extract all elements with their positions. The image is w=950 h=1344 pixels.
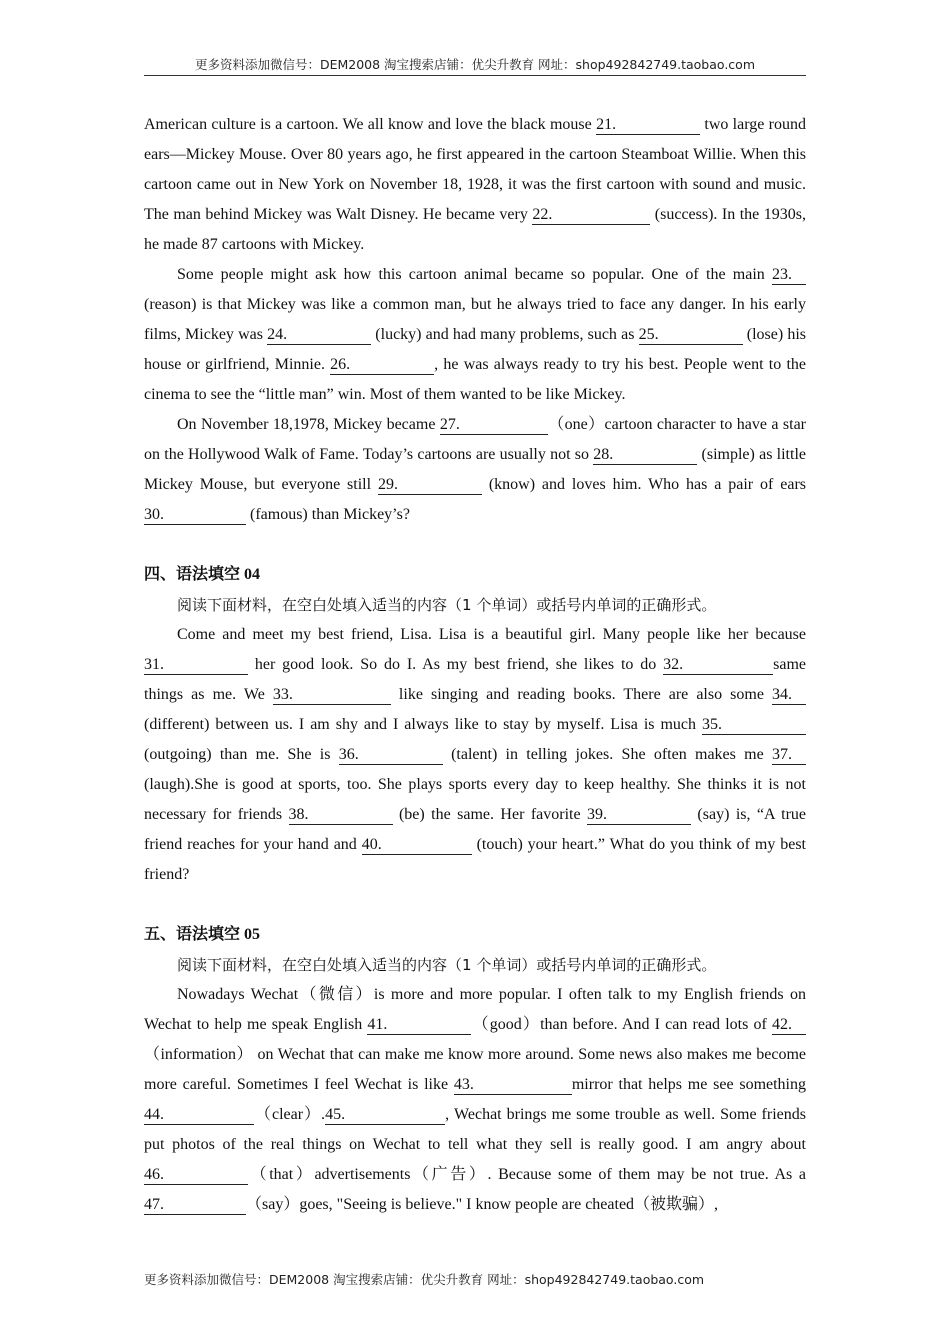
text: (famous) than Mickey’s? xyxy=(246,506,410,523)
blank-42[interactable]: 42. xyxy=(772,1016,806,1035)
header-divider xyxy=(144,75,806,76)
text: (different) between us. I am shy and I always like to stay by myself. Lisa is much xyxy=(144,716,702,733)
document-body xyxy=(144,110,806,1220)
text: (reason) is that Mickey was like a common man, but he always tried to face any danger. In his early films, Mickey was xyxy=(144,296,806,343)
blank-23[interactable]: 23. xyxy=(772,266,806,285)
text: , he was always ready to try his best. People went to the cinema to see the “little man” win. Most of them wanted to be like Mickey. xyxy=(144,356,807,403)
text: (simple) as little Mickey Mouse, but everyone still xyxy=(144,446,806,493)
text: (laugh).She is good at sports, too. She plays sports every day to keep healthy. She thinks it is not necessary for friends xyxy=(144,776,806,823)
blank-38[interactable]: 38. xyxy=(289,806,393,825)
text: like singing and reading books. There are also some xyxy=(390,686,772,703)
blank-44[interactable]: 44. xyxy=(144,1106,254,1125)
passage-paragraph xyxy=(144,410,806,530)
text: （good）than before. And I can read lots of xyxy=(471,1016,772,1033)
blank-28[interactable]: 28. xyxy=(593,446,697,465)
section-instruction: 阅读下面材料，在空白处填入适当的内容（1 个单词）或括号内单词的正确形式。 xyxy=(177,956,717,974)
blank-34[interactable]: 34. xyxy=(772,686,806,705)
blank-43[interactable]: 43. xyxy=(454,1076,572,1095)
text: same things as me. We xyxy=(144,656,806,703)
blank-26[interactable]: 26. xyxy=(330,356,434,375)
text: （one）cartoon character to have a star on the Hollywood Walk of Fame. Today’s cartoons are usually not so xyxy=(144,416,806,463)
text: (lucky) and had many problems, such as xyxy=(371,326,639,343)
passage-paragraph xyxy=(144,620,806,890)
text: two large round ears—Mickey Mouse. Over 80 years ago, he first appeared in the cartoon Steamboat Willie. When this cartoon came out in New York on November 18, 1928, it was the first cartoon with sound and music. The man behind Mickey was Walt Disney. He became very xyxy=(144,116,807,223)
text: (touch) your heart.” What do you think of my best friend? xyxy=(144,836,807,883)
blank-46[interactable]: 46. xyxy=(144,1166,248,1185)
page-footer: 更多资料添加微信号：DEM2008 淘宝搜索店铺：优尖升教育 网址：shop492842749.taobao.com xyxy=(144,1272,705,1287)
text: (outgoing) than me. She is xyxy=(144,746,339,763)
text: （information） on Wechat that can make me know more around. Some news also makes me become more careful. Sometimes I feel Wechat is like xyxy=(144,1046,806,1093)
section-title: 四、语法填空 04 xyxy=(144,566,261,583)
text: （that）advertisements（广告）. Because some of them may be not true. As a xyxy=(248,1166,806,1183)
text: （clear）. xyxy=(254,1106,326,1123)
passage-paragraph xyxy=(144,980,806,1220)
passage-paragraph xyxy=(144,260,806,410)
text: (be) the same. Her favorite xyxy=(392,806,587,823)
blank-32[interactable]: 32. xyxy=(663,656,773,675)
blank-45[interactable]: 45. xyxy=(325,1106,445,1125)
blank-25[interactable]: 25. xyxy=(639,326,743,345)
text: mirror that helps me see something xyxy=(571,1076,807,1093)
text: (success). In the 1930s, he made 87 cartoons with Mickey. xyxy=(144,206,806,253)
text: Come and meet my best friend, Lisa. Lisa is a beautiful girl. Many people like her because xyxy=(177,626,806,643)
blank-36[interactable]: 36. xyxy=(339,746,443,765)
blank-39[interactable]: 39. xyxy=(587,806,691,825)
text: （say）goes, "Seeing is believe." I know people are cheated（被欺骗）, xyxy=(246,1196,719,1213)
text: Nowadays Wechat（微信）is more and more popular. I often talk to my English friends on Wechat to help me speak English xyxy=(144,986,806,1033)
text: , Wechat brings me some trouble as well. Some friends put photos of the real things on Wechat to tell what they sell is really good. I am angry about xyxy=(144,1106,806,1153)
blank-41[interactable]: 41. xyxy=(367,1016,471,1035)
blank-30[interactable]: 30. xyxy=(144,506,246,525)
page-header: 更多资料添加微信号：DEM2008 淘宝搜索店铺：优尖升教育 网址：shop492842749.taobao.com xyxy=(194,57,756,72)
text: On November 18,1978, Mickey became xyxy=(177,416,440,433)
text: (know) and loves him. Who has a pair of ears xyxy=(481,476,806,493)
blank-22[interactable]: 22. xyxy=(532,206,650,225)
section-instruction: 阅读下面材料，在空白处填入适当的内容（1 个单词）或括号内单词的正确形式。 xyxy=(177,596,717,614)
blank-47[interactable]: 47. xyxy=(144,1196,246,1215)
blank-24[interactable]: 24. xyxy=(267,326,371,345)
blank-21[interactable]: 21. xyxy=(596,116,700,135)
text: American culture is a cartoon. We all know and love the black mouse xyxy=(144,116,597,133)
passage-paragraph xyxy=(144,110,806,260)
text: her good look. So do I. As my best friend, she likes to do xyxy=(248,656,664,673)
text: (lose) his house or girlfriend, Minnie. xyxy=(144,326,806,373)
blank-33[interactable]: 33. xyxy=(273,686,391,705)
text: (talent) in telling jokes. She often makes me xyxy=(442,746,773,763)
blank-29[interactable]: 29. xyxy=(378,476,482,495)
blank-40[interactable]: 40. xyxy=(362,836,472,855)
text: Some people might ask how this cartoon animal became so popular. One of the main xyxy=(177,266,772,283)
blank-27[interactable]: 27. xyxy=(440,416,548,435)
text: (say) is, “A true friend reaches for your hand and xyxy=(144,806,806,853)
blank-31[interactable]: 31. xyxy=(144,656,248,675)
blank-35[interactable]: 35. xyxy=(702,716,806,735)
section-title: 五、语法填空 05 xyxy=(144,926,261,943)
blank-37[interactable]: 37. xyxy=(772,746,806,765)
